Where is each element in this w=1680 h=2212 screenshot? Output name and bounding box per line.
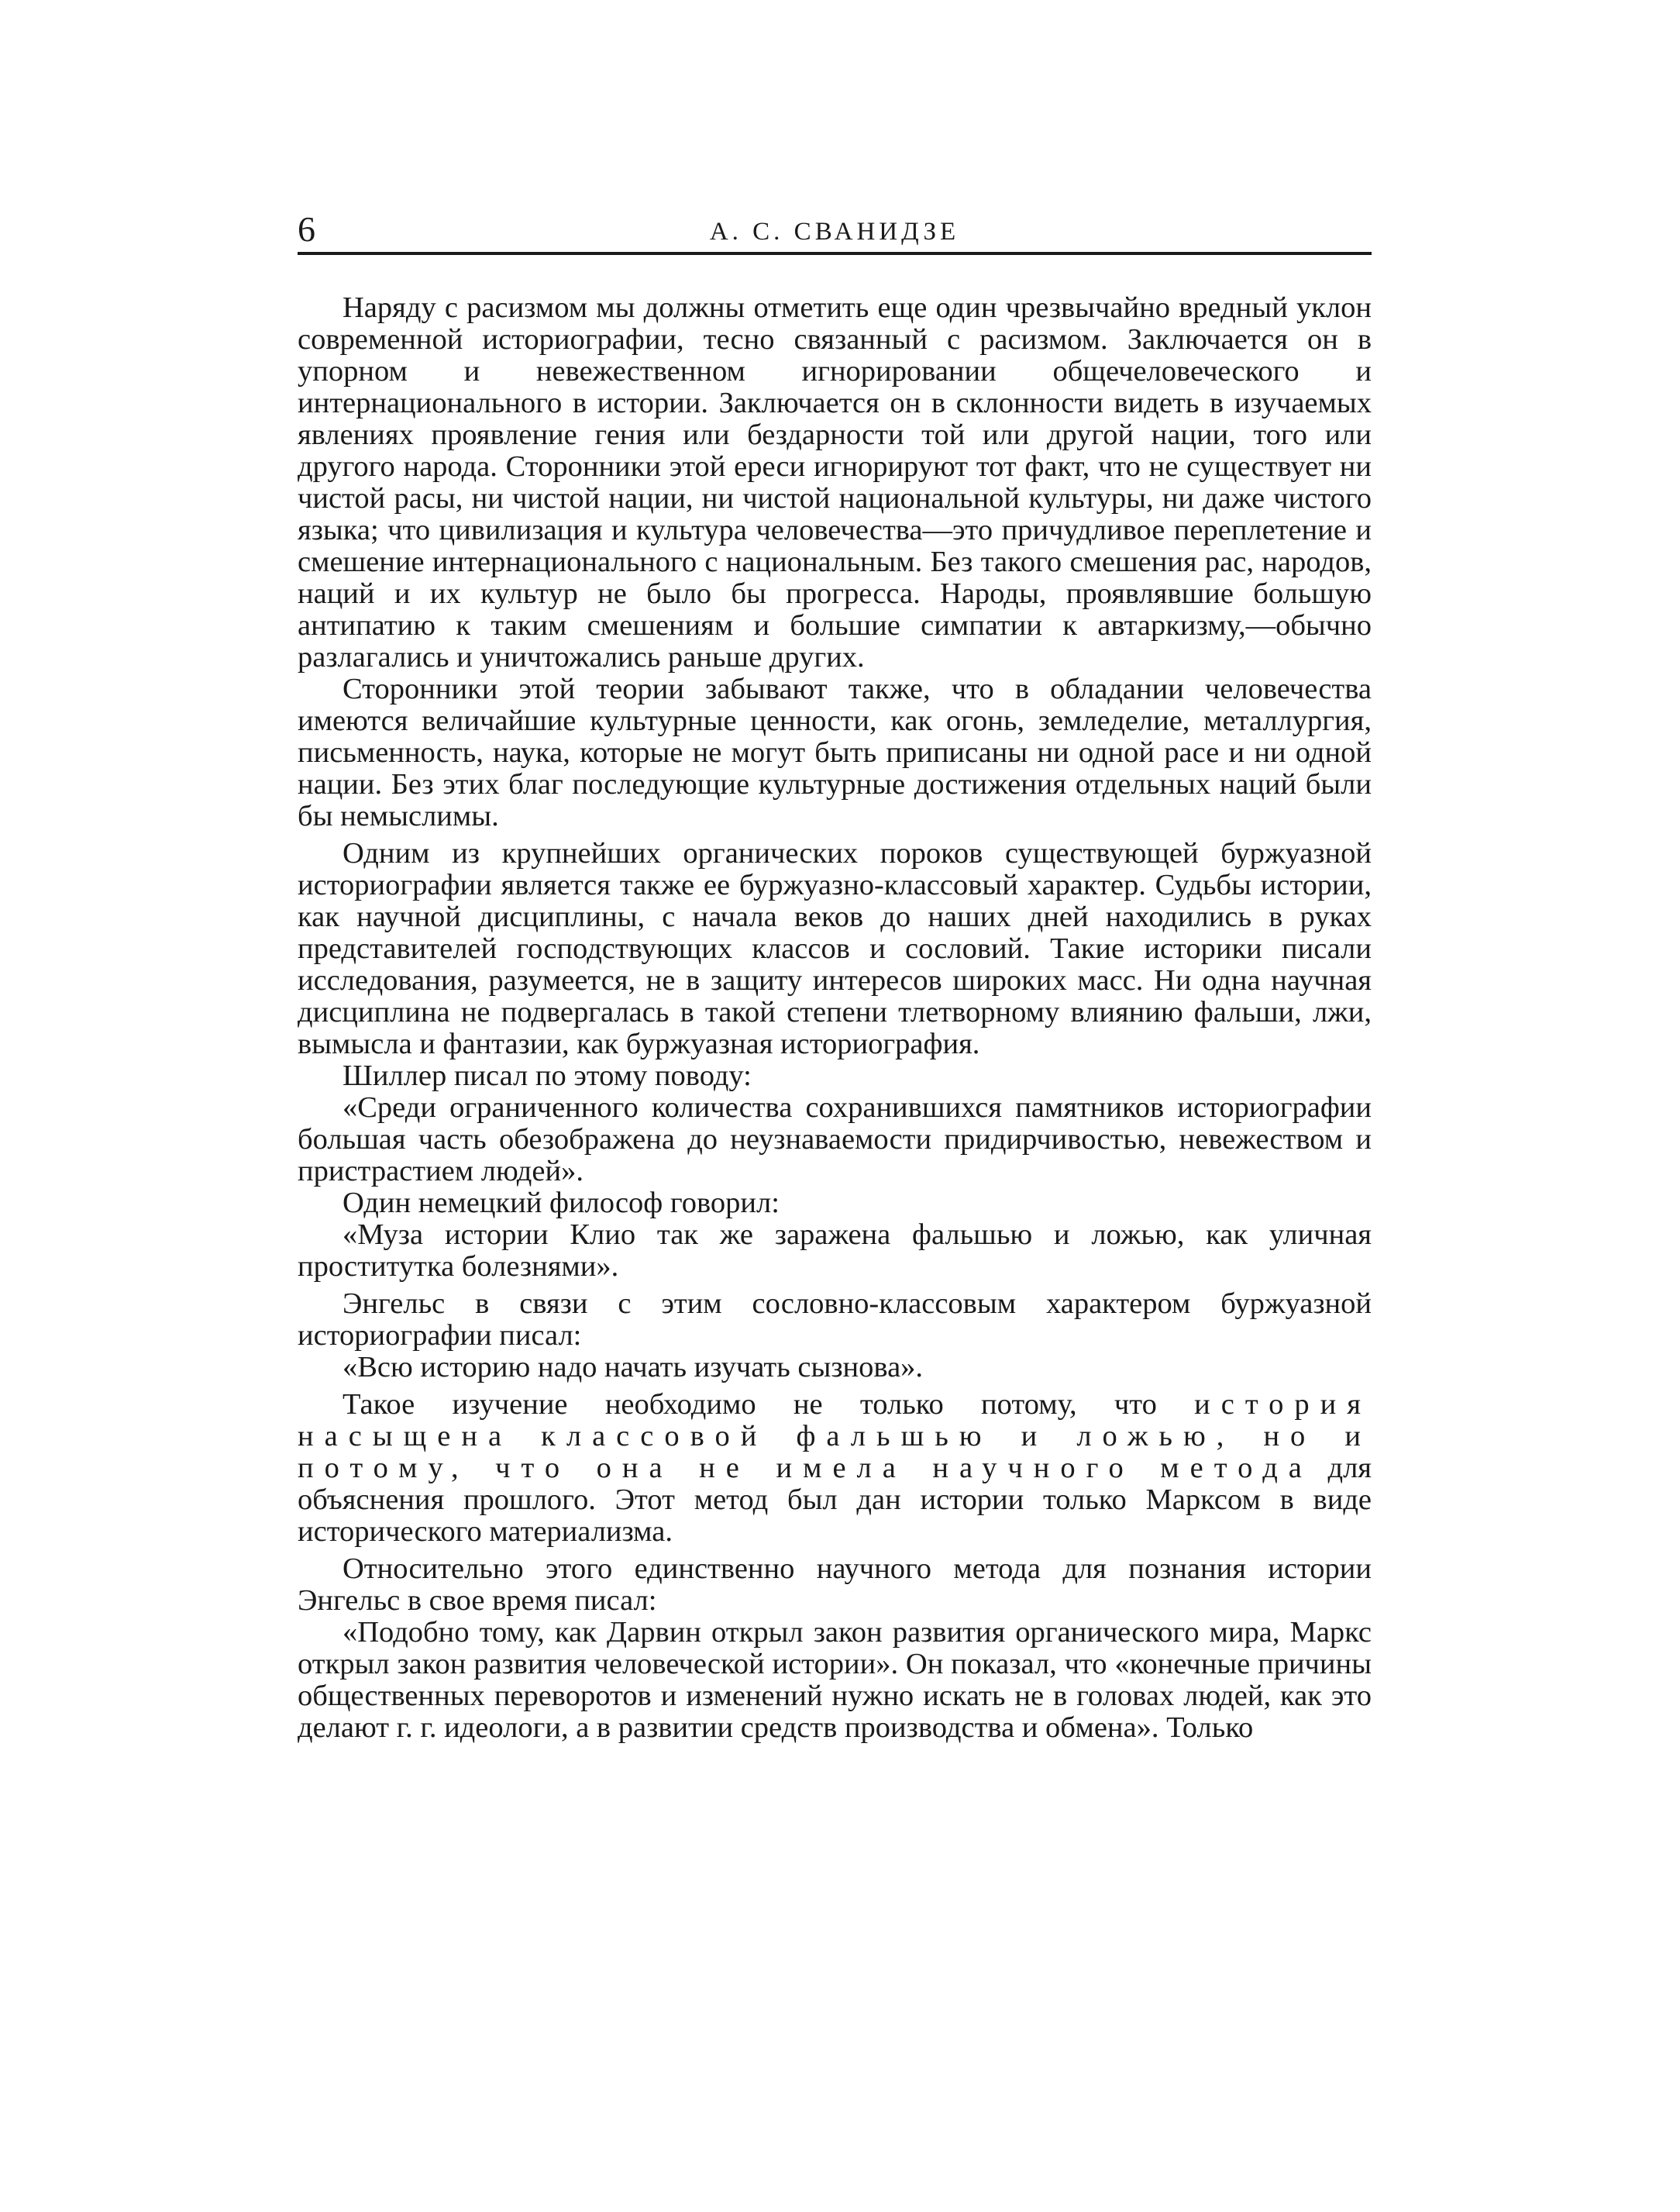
paragraph-engels-intro: Энгельс в связи с этим сословно-классовым характером буржуазной историографии писал: [298,1287,1372,1352]
paragraph-engels-quote: «Всю историю надо начать изучать сызнова». [343,1351,924,1383]
paragraph-philosopher-intro: Один немецкий философ говорил: [343,1187,780,1219]
paragraph-darwin-quote: «Подобно тому, как Дарвин открыл закон развития органического мира, Маркс открыл закон развития человеческой истории». Он показал, что «конечные причины общественных переворотов и изменений нужно искать не в головах людей, как это делают г. г. идеологи, а в развитии средств производства и обмена». Только [298,1616,1372,1744]
text-after-emphasis: для объяснения прошлого. Этот метод был дан истории только Марксом в виде исторического материализма. [298,1452,1372,1548]
paragraph-racism: Наряду с расизмом мы должны отметить еще один чрезвычайно вредный уклон современной историографии, тесно связанный с расизмом. Заключается он в упорном и невежественном игнорировании общечеловеческого и интернационального в истории. Заключается он в склонности видеть в изучаемых явлениях проявление гения или бездарности той или другой нации, того или другого народа. Сторонники этой ереси игнорируют тот факт, что не существует ни чистой расы, ни чистой нации, ни чистой национальной культуры, ни даже чистого языка; что цивилизация и культура человечества—это причудливое переплетение и смешение интернационального с национальным. Без такого смешения рас, народов, наций и их культур не было бы прогресса. Народы, проявлявшие большую антипатию к таким смешениям и большие симпатии к автаркизму,—обычно разлагались и уничтожались раньше других. [298,291,1372,674]
paragraph-study-method [298,1389,1372,1548]
emphasized-text: история насыщена классовой фальшью и ложью, но и потому, что она не имела научного метода [298,1388,1372,1484]
paragraph-clio-quote: «Муза истории Клио так же заражена фальшью и ложью, как уличная проститутка болезнями». [298,1218,1372,1283]
paragraph-scientific-method: Относительно этого единственно научного метода для познания истории Энгельс в свое время писал: [298,1552,1372,1617]
body-text [298,292,1372,1744]
paragraph-cultural-values: Сторонники этой теории забывают также, что в обладании человечества имеются величайшие культурные ценности, как огонь, земледелие, металлургия, письменность, наука, которые не могут быть приписаны ни одной расе и ни одной нации. Без этих благ последующие культурные достижения отдельных наций были бы немыслимы. [298,673,1372,832]
paragraph-class-character: Одним из крупнейших органических пороков существующей буржуазной историографии является также ее буржуазно-классовый характер. Судьбы истории, как научной дисциплины, с начала веков до наших дней находились в руках представителей господствующих классов и сословий. Такие историки писали исследования, разумеется, не в защиту интересов широких масс. Ни одна научная дисциплина не подвергалась в такой степени тлетворному влиянию фальши, лжи, вымысла и фантазии, как буржуазная историография. [298,837,1372,1060]
running-head: А. С. СВАНИДЗЕ [709,218,960,246]
header-rule [298,252,1372,255]
paragraph-schiller-quote: «Среди ограниченного количества сохранившихся памятников историографии большая часть обезображена до неузнаваемости придирчивостью, невежеством и пристрастием людей». [298,1091,1372,1187]
text-before-emphasis: Такое изучение необходимо не только потому, что [343,1388,1195,1421]
paragraph-schiller-intro: Шиллер писал по этому поводу: [343,1059,752,1092]
page-header [298,208,1372,251]
page-number: 6 [298,209,315,249]
